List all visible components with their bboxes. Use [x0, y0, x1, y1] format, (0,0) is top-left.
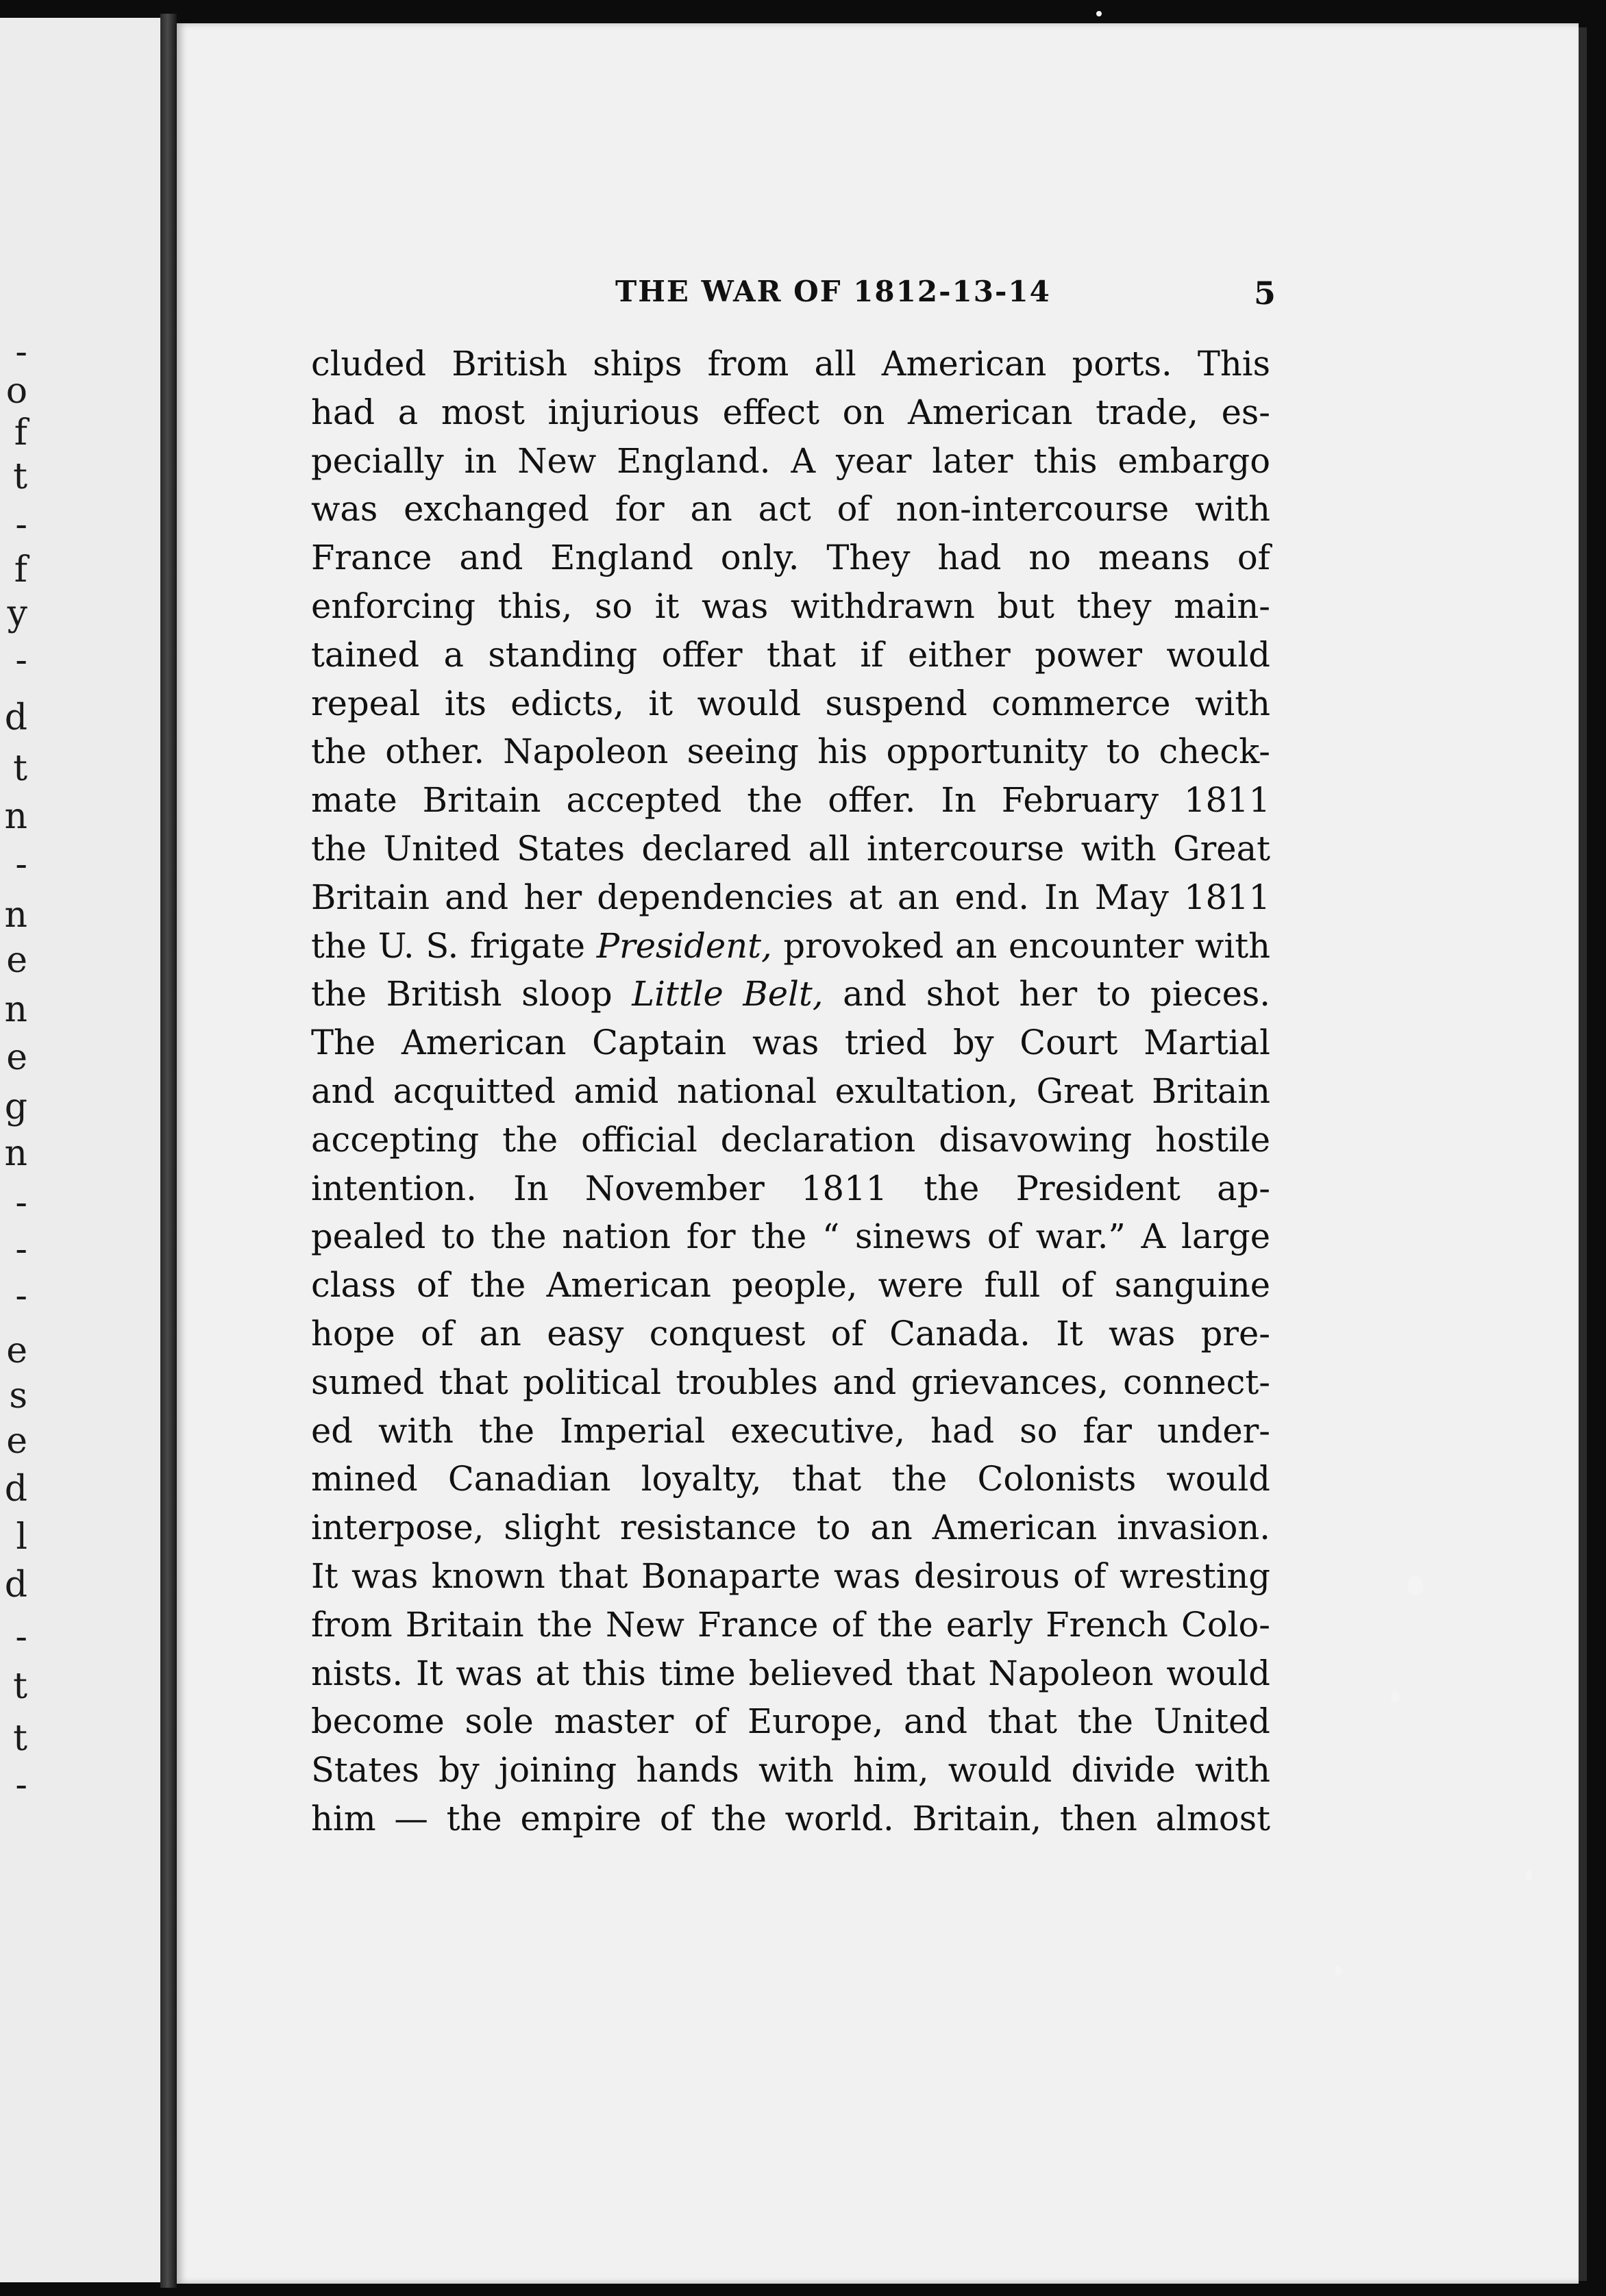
- text-line: pealed to the nation for the “ sinews of war.” A large: [311, 1216, 1270, 1257]
- text-segment: and shot her to pieces.: [823, 974, 1270, 1014]
- previous-page-fragment: e: [6, 940, 27, 981]
- previous-page-text-fragments: [0, 0, 160, 2296]
- text-line: It was known that Bonaparte was desirous of wresting: [311, 1556, 1270, 1596]
- text-line: hope of an easy conquest of Canada. It was pre-: [311, 1313, 1270, 1353]
- body-text: [311, 340, 1270, 1843]
- previous-page-fragment: n: [4, 989, 27, 1030]
- previous-page-fragment: f: [14, 412, 27, 453]
- scan-speck: [1391, 1690, 1399, 1703]
- previous-page-fragment: -: [15, 1182, 27, 1223]
- running-head: [177, 264, 1579, 319]
- previous-page-fragment: s: [9, 1375, 27, 1417]
- previous-page-fragment: t: [13, 748, 27, 789]
- previous-page-fragment: e: [6, 1421, 27, 1462]
- previous-page-fragment: -: [15, 844, 27, 885]
- previous-page-fragment: t: [13, 456, 27, 497]
- previous-page-fragment: g: [4, 1086, 27, 1127]
- page-number: 5: [1254, 275, 1276, 312]
- previous-page-fragment: y: [7, 593, 27, 634]
- text-line: sumed that political troubles and grievances, connect-: [311, 1362, 1270, 1402]
- text-line: intention. In November 1811 the President ap-: [311, 1168, 1270, 1208]
- text-line: The American Captain was tried by Court Martial: [311, 1023, 1270, 1063]
- text-segment: the U. S. frigate: [311, 925, 597, 966]
- previous-page-fragment: n: [4, 796, 27, 837]
- previous-page-fragment: -: [15, 640, 27, 681]
- previous-page-fragment: l: [16, 1517, 27, 1558]
- text-line: mate Britain accepted the offer. In February 1811: [311, 780, 1270, 821]
- text-line: had a most injurious effect on American trade, es-: [311, 392, 1270, 432]
- text-line: the other. Napoleon seeing his opportunity to check-: [311, 732, 1270, 772]
- previous-page-fragment: n: [4, 895, 27, 936]
- previous-page-fragment: n: [4, 1133, 27, 1174]
- italic-ship-name: Little Belt,: [632, 974, 824, 1014]
- running-title: THE WAR OF 1812-13-14: [615, 275, 1051, 308]
- text-line: [311, 970, 1270, 1019]
- text-line: Britain and her dependencies at an end. In May 1811: [311, 877, 1270, 917]
- italic-ship-name: President,: [596, 925, 772, 966]
- book-gutter-shadow: [160, 14, 177, 2288]
- text-line: tained a standing offer that if either power would: [311, 634, 1270, 675]
- text-line: ed with the Imperial executive, had so far under-: [311, 1410, 1270, 1451]
- previous-page-fragment: -: [15, 1229, 27, 1270]
- text-line: cluded British ships from all American ports. This: [311, 344, 1270, 384]
- previous-page-fragment: -: [15, 1764, 27, 1806]
- text-line: France and England only. They had no means of: [311, 538, 1270, 578]
- text-line: accepting the official declaration disavowing hostile: [311, 1119, 1270, 1160]
- text-line: mined Canadian loyalty, that the Colonists would: [311, 1459, 1270, 1499]
- scan-speck: [1335, 1966, 1342, 1975]
- previous-page-fragment: o: [5, 371, 27, 412]
- text-line: nists. It was at this time believed that Napoleon would: [311, 1653, 1270, 1693]
- text-segment: provoked an encounter with: [771, 925, 1270, 966]
- text-line: was exchanged for an act of non-intercourse with: [311, 489, 1270, 529]
- page-right-edge: [1579, 27, 1587, 2281]
- previous-page-fragment: e: [6, 1037, 27, 1078]
- text-line: become sole master of Europe, and that the United: [311, 1701, 1270, 1742]
- previous-page-fragment: d: [4, 697, 27, 738]
- previous-page-fragment: d: [4, 1469, 27, 1510]
- text-line: States by joining hands with him, would divide with: [311, 1750, 1270, 1790]
- text-line: and acquitted amid national exultation, Great Britain: [311, 1071, 1270, 1111]
- scan-speck: [1096, 11, 1102, 16]
- text-line: from Britain the New France of the early French Colo-: [311, 1604, 1270, 1645]
- text-line: pecially in New England. A year later this embargo: [311, 440, 1270, 481]
- text-line: interpose, slight resistance to an American invasion.: [311, 1508, 1270, 1548]
- previous-page-fragment: e: [6, 1330, 27, 1371]
- previous-page-fragment: t: [13, 1718, 27, 1759]
- scan-speck: [1525, 1870, 1532, 1881]
- previous-page-fragment: d: [4, 1564, 27, 1606]
- text-line: repeal its edicts, it would suspend commerce with: [311, 683, 1270, 723]
- main-page: [177, 23, 1579, 2284]
- previous-page-fragment: -: [15, 1275, 27, 1317]
- text-line: [311, 922, 1270, 971]
- previous-page-fragment: -: [15, 332, 27, 373]
- text-segment: the British sloop: [311, 974, 632, 1014]
- text-line: the United States declared all intercourse with Great: [311, 828, 1270, 869]
- previous-page-fragment: t: [13, 1666, 27, 1707]
- previous-page-fragment: -: [15, 1617, 27, 1658]
- text-line: class of the American people, were full of sanguine: [311, 1265, 1270, 1306]
- scan-speck: [1408, 1575, 1423, 1596]
- previous-page-fragment: f: [14, 549, 27, 590]
- text-line: him — the empire of the world. Britain, then almost: [311, 1798, 1270, 1838]
- previous-page-fragment: -: [15, 504, 27, 545]
- text-line: enforcing this, so it was withdrawn but they main-: [311, 586, 1270, 626]
